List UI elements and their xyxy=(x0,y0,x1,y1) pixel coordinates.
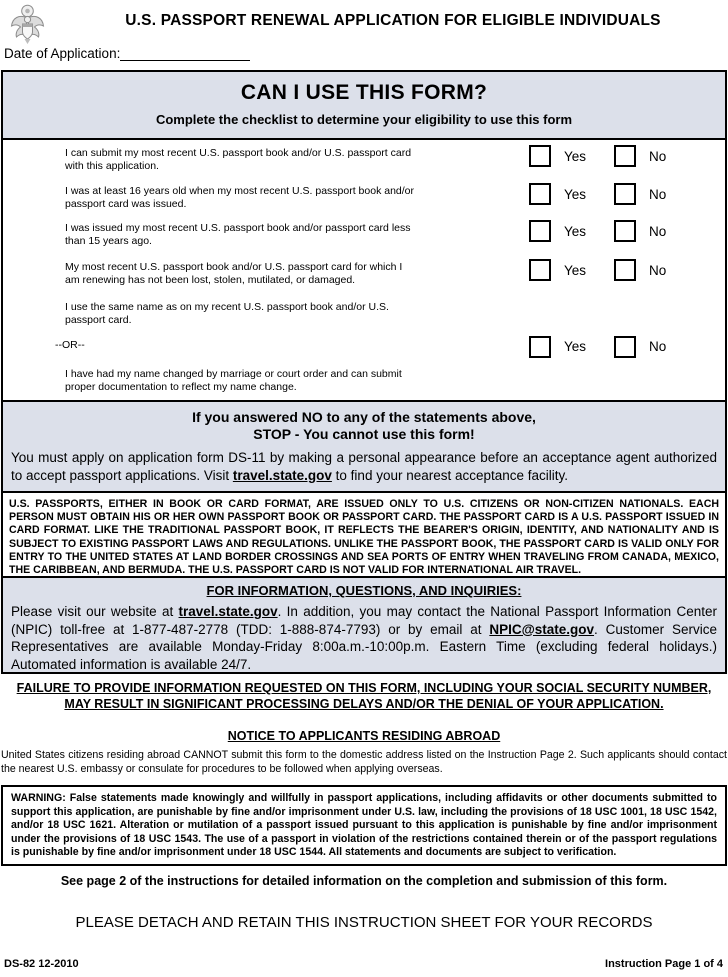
form-title: U.S. PASSPORT RENEWAL APPLICATION FOR ELIGIBLE INDIVIDUALS xyxy=(125,12,661,29)
npic-email-link[interactable]: NPIC@state.gov xyxy=(489,621,595,637)
information-inquiries-box xyxy=(1,576,727,674)
checklist-statement: I was issued my most recent U.S. passport book and/or passport card less than 15 years ago. xyxy=(65,222,411,247)
yes-label: Yes xyxy=(564,339,587,354)
no-label: No xyxy=(649,262,667,278)
great-seal-icon xyxy=(10,4,45,44)
warning-text: WARNING: False statements made knowingly and willfully in passport applications, including affidavits or other documents submitted to support this application, are punishable by fine and/or imprisonment under U.S. law, including the provisions of 18 USC 1001, 18 USC 1542, and/or 18 USC 1621. Alteration or mutilation of a passport issued pursuant to this application is punishable by fine and/or imprisonment under the provisions of 18 USC 1543. The use of a passport in violation of the restrictions contained therein or of the passport regulations is punishable by fine and/or imprisonment under 18 USC 1544. All statements and documents are subject to verification. xyxy=(11,792,717,859)
yes-checkbox[interactable] xyxy=(529,336,551,358)
checklist-statement: I have had my name changed by marriage or court order and can submit proper documentation to reflect my name change. xyxy=(65,368,402,393)
no-checkbox[interactable] xyxy=(614,220,636,242)
info-body-text: . Customer Service Representatives are available Monday-Friday 8:00a.m.-10:00p.m. Eastern Time (excluding federal holidays.) Automated information is available 24/7. xyxy=(11,621,717,672)
yes-no-group xyxy=(529,336,673,358)
eligibility-subtitle: Complete the checklist to determine your eligibility to use this form xyxy=(155,112,573,127)
checklist-statement: I can submit my most recent U.S. passport book and/or U.S. passport card with this application. xyxy=(65,147,412,172)
info-body-text: Please visit our website at xyxy=(11,604,179,619)
page-indicator: Instruction Page 1 of 4 xyxy=(605,958,723,970)
abroad-notice-body: United States citizens residing abroad CANNOT submit this form to the domestic address listed on the Instruction Page 2. Such applicants should contact the nearest U.S. embassy or consulate for procedures to be followed when applying overseas. xyxy=(1,749,727,775)
see-page-2-note: See page 2 of the instructions for detailed information on the completion and submission of this form. xyxy=(60,874,668,888)
yes-no-group xyxy=(529,183,673,205)
checklist-statement: My most recent U.S. passport book and/or U.S. passport card for which I am renewing has not been lost, stolen, mutilated, or damaged. xyxy=(65,261,403,286)
eligibility-title: CAN I USE THIS FORM? xyxy=(240,81,488,104)
yes-checkbox[interactable] xyxy=(529,183,551,205)
passport-card-info-box xyxy=(1,491,727,578)
information-inquiries-title: FOR INFORMATION, QUESTIONS, AND INQUIRIES: xyxy=(206,583,522,598)
yes-checkbox[interactable] xyxy=(529,220,551,242)
eligibility-checklist xyxy=(1,138,727,402)
checklist-row-compound xyxy=(55,301,673,394)
yes-no-group xyxy=(529,220,673,242)
compound-statements xyxy=(55,301,417,394)
travel-state-gov-link[interactable]: travel.state.gov xyxy=(232,467,332,483)
yes-no-group xyxy=(529,145,673,167)
yes-checkbox[interactable] xyxy=(529,259,551,281)
form-number: DS-82 12-2010 xyxy=(4,958,79,970)
no-label: No xyxy=(649,186,667,202)
date-of-application-label: Date of Application: xyxy=(4,46,121,61)
checklist-row xyxy=(65,147,673,173)
yes-label: Yes xyxy=(564,223,587,239)
checklist-statement: I use the same name as on my recent U.S. passport book and/or U.S. passport card. xyxy=(65,301,389,326)
yes-no-group xyxy=(529,259,673,281)
yes-label: Yes xyxy=(564,262,587,278)
or-label: --OR-- xyxy=(55,339,85,351)
stop-body-text: You must apply on application form DS-11 by making a personal appearance before an acceptance agent authorized to accept passport applications. Visit xyxy=(11,450,717,483)
no-label: No xyxy=(649,223,667,239)
no-label: No xyxy=(649,339,667,354)
stop-notice-box xyxy=(1,400,727,493)
eligibility-title-box xyxy=(1,70,727,140)
no-checkbox[interactable] xyxy=(614,183,636,205)
no-checkbox[interactable] xyxy=(614,145,636,167)
date-of-application-field[interactable] xyxy=(120,47,250,61)
stop-body-text: to find your nearest acceptance facility. xyxy=(331,467,569,483)
yes-checkbox[interactable] xyxy=(529,145,551,167)
stop-heading-line1: If you answered NO to any of the statements above, xyxy=(192,409,536,425)
information-inquiries-body xyxy=(11,603,717,673)
checklist-row xyxy=(65,222,673,248)
date-of-application-row xyxy=(4,46,250,61)
passport-card-info-text: U.S. PASSPORTS, EITHER IN BOOK OR CARD FORMAT, ARE ISSUED ONLY TO U.S. CITIZENS OR NON-CITIZEN NATIONALS. EACH PERSON MUST OBTAIN HIS OR HER OWN PASSPORT BOOK OR PASSPORT CARD. THE PASSPORT CARD IS A U.S. PASSPORT ISSUED IN CARD FORMAT. LIKE THE TRADITIONAL PASSPORT BOOK, IT REFLECTS THE BEARER'S ORIGIN, IDENTITY, AND NATIONALITY AND IS SUBJECT TO EXISTING PASSPORT LAWS AND REGULATIONS. UNLIKE THE PASSPORT BOOK, THE PASSPORT CARD IS VALID ONLY FOR ENTRY TO THE UNITED STATES AT LAND BORDER CROSSINGS AND SEA PORTS OF ENTRY WHEN TRAVELING FROM CANADA, MEXICO, THE CARIBBEAN, AND BERMUDA. THE U.S. PASSPORT CARD IS NOT VALID FOR INTERNATIONAL AIR TRAVEL. xyxy=(9,498,719,577)
info-body-text: . In addition, you may contact the National Passport Information Center (NPIC) toll-free at 1-877-487-2778 (TDD: 1-888-874-7793) or by email at xyxy=(11,604,717,637)
stop-heading-line2: STOP - You cannot use this form! xyxy=(253,426,475,442)
checklist-row xyxy=(65,185,673,211)
yes-label: Yes xyxy=(564,148,587,164)
warning-box xyxy=(1,785,727,866)
no-label: No xyxy=(649,148,667,164)
stop-body xyxy=(11,449,717,484)
detach-retain-note: PLEASE DETACH AND RETAIN THIS INSTRUCTION SHEET FOR YOUR RECORDS xyxy=(75,914,653,931)
form-header xyxy=(0,0,728,42)
checklist-row xyxy=(65,261,673,287)
abroad-notice-title: NOTICE TO APPLICANTS RESIDING ABROAD xyxy=(227,729,501,743)
travel-state-gov-link[interactable]: travel.state.gov xyxy=(178,604,278,619)
failure-to-provide-notice: FAILURE TO PROVIDE INFORMATION REQUESTED ON THIS FORM, INCLUDING YOUR SOCIAL SECURITY NUMBER, MAY RESULT IN SIGNIFICANT PROCESSING DELAYS AND/OR THE DENIAL OF YOUR APPLICATION. xyxy=(16,681,712,711)
no-checkbox[interactable] xyxy=(614,336,636,358)
checklist-statement: I was at least 16 years old when my most recent U.S. passport book and/or passport card was issued. xyxy=(65,185,415,210)
yes-label: Yes xyxy=(564,186,587,202)
no-checkbox[interactable] xyxy=(614,259,636,281)
